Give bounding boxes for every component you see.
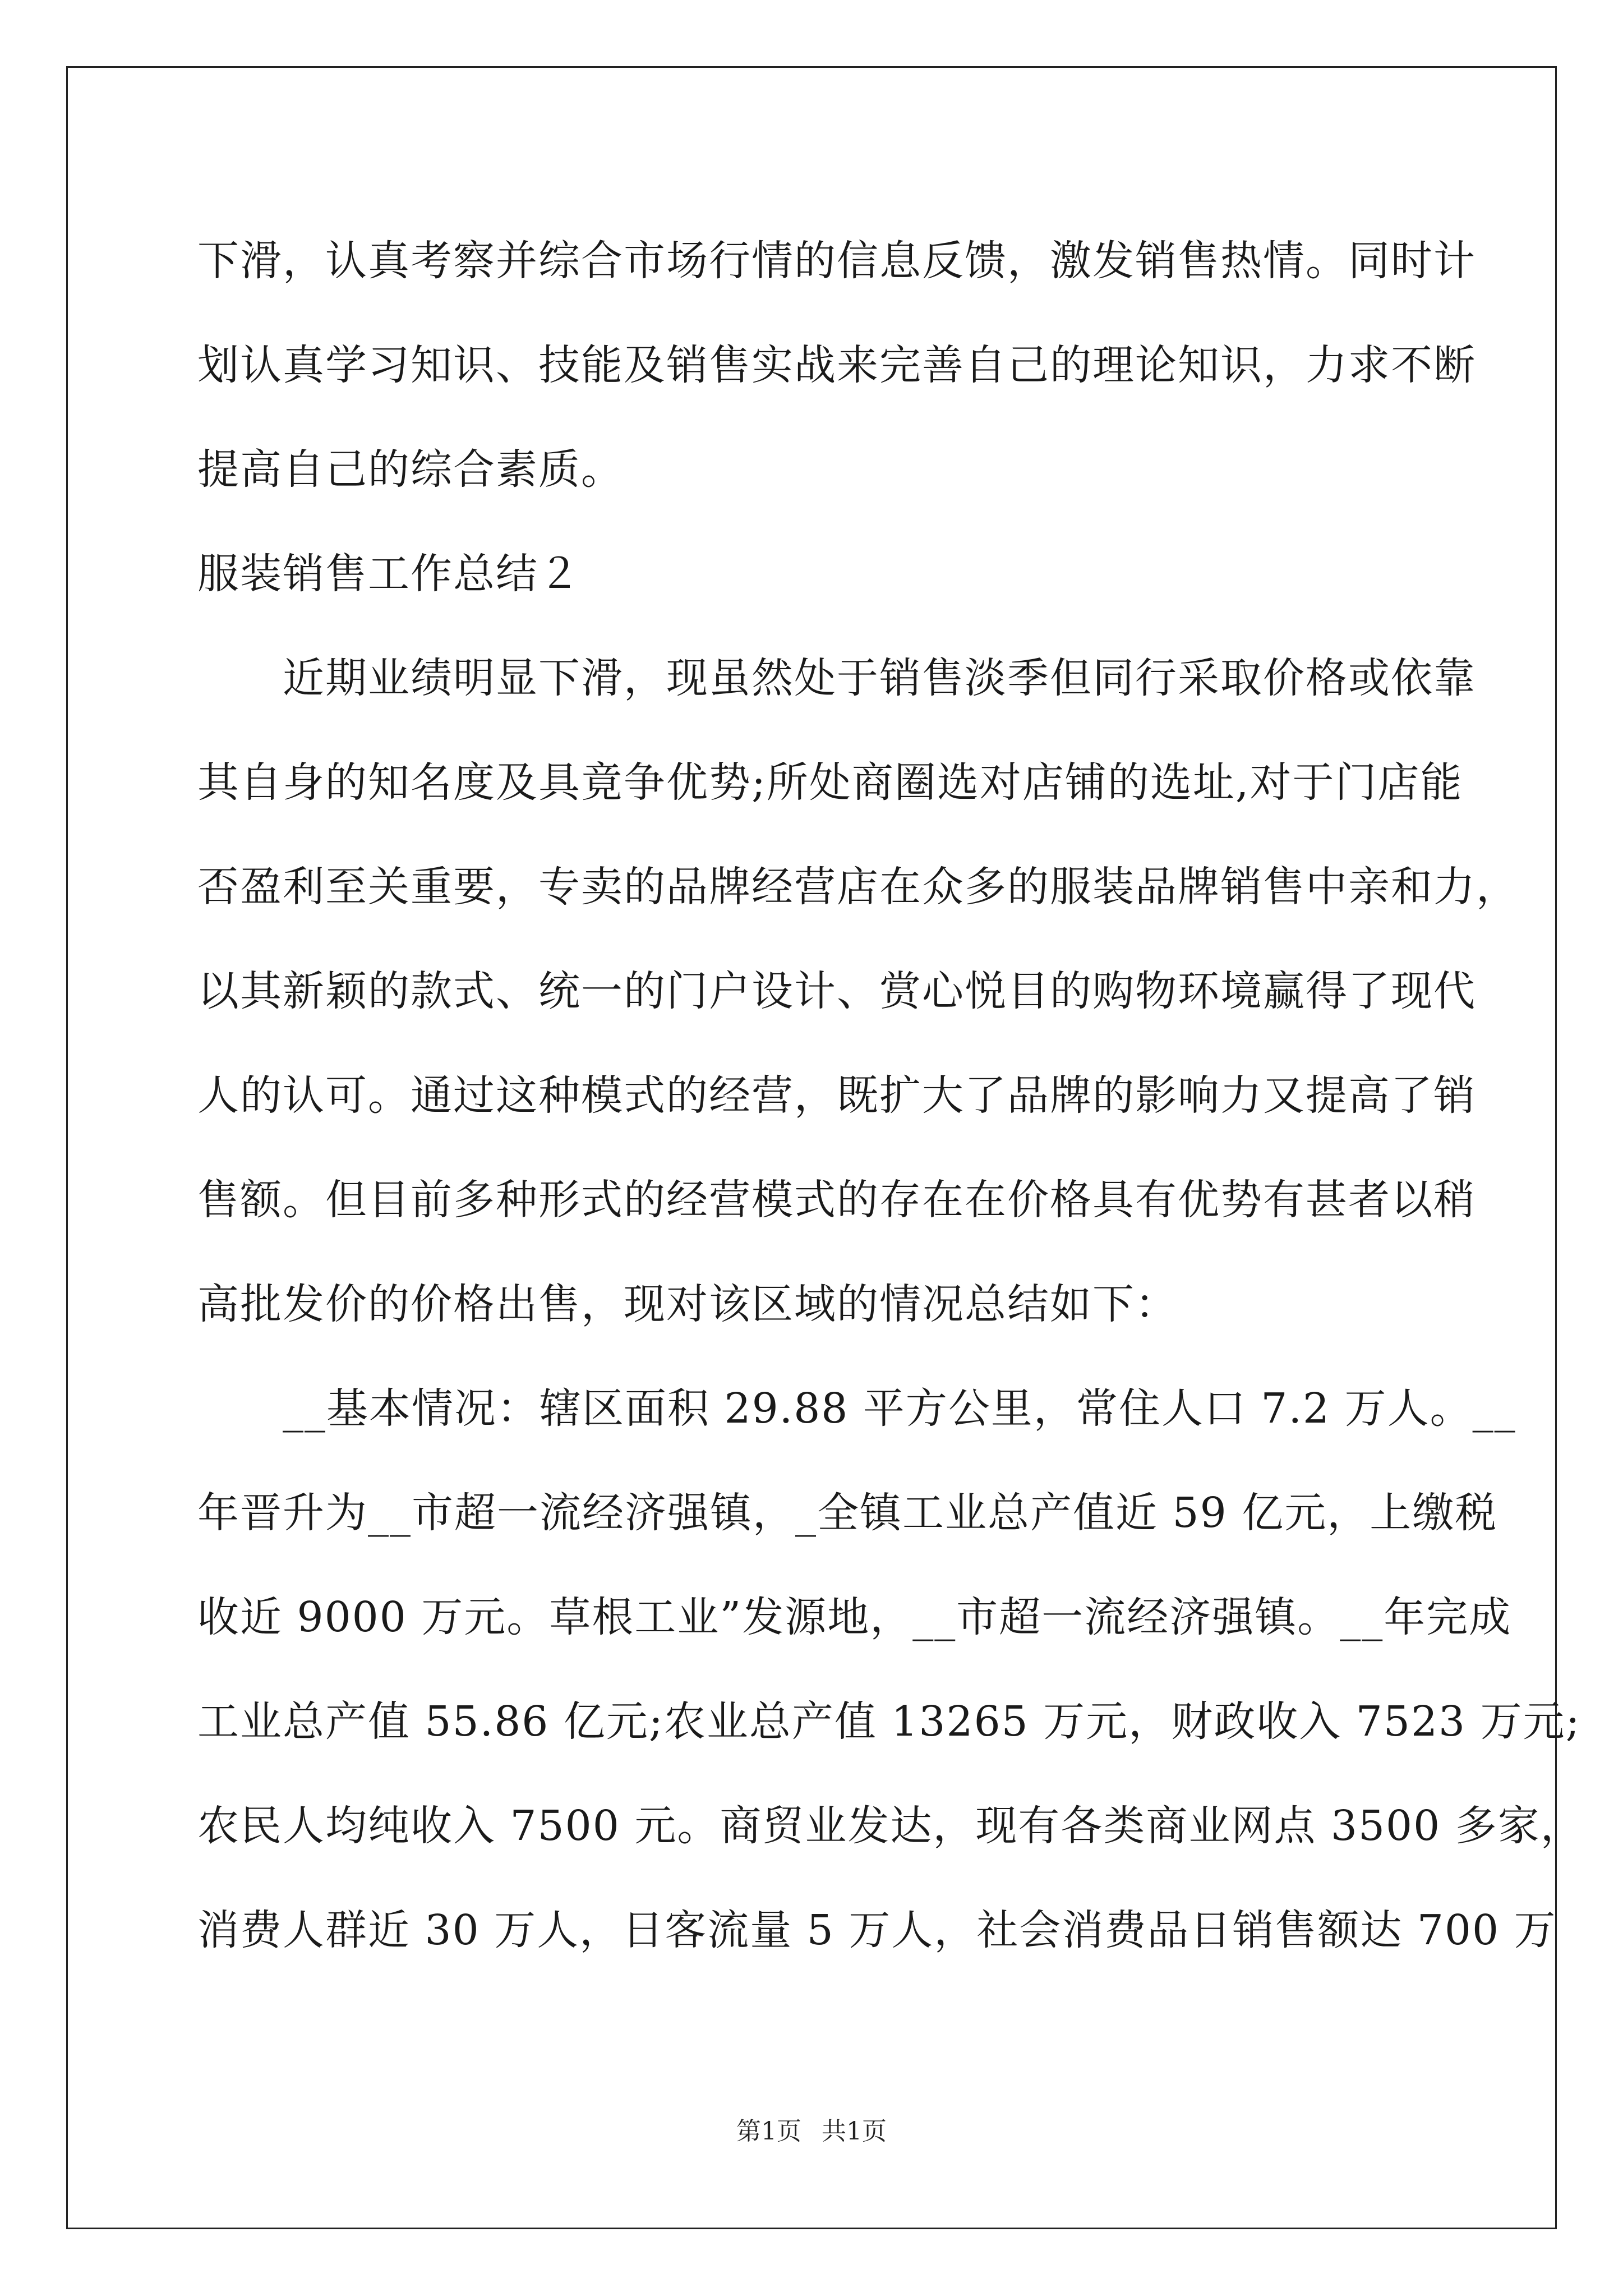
text-line: 其自身的知名度及具竟争优势;所处商圈选对店铺的选址,对于门店能 [197,758,1463,807]
text-line: 年晋升为__市超一流经济强镇，_全镇工业总产值近 59 亿元，上缴税 [197,1489,1498,1537]
page-number: 第1页 [736,2117,801,2146]
text-line: 人的认可。通过这种模式的经营，既扩大了品牌的影响力又提高了销 [197,1071,1476,1120]
text-line: 消费人群近 30 万人，日客流量 5 万人，社会消费品日销售额达 700 万 [197,1906,1557,1954]
text-line: 提高自己的综合素质。 [197,445,624,494]
text-line: 农民人均纯收入 7500 元。商贸业发达，现有各类商业网点 3500 多家， [197,1802,1583,1850]
text-line: 高批发价的价格出售，现对该区域的情况总结如下： [197,1280,1178,1328]
text-line: 划认真学习知识、技能及销售实战来完善自己的理论知识，力求不断 [197,341,1476,389]
document-body [197,209,1583,1982]
page-total: 共1页 [822,2117,887,2146]
text-line: 收近 9000 万元。草根工业”发源地，__市超一流经济强镇。__年完成 [197,1593,1512,1641]
text-line: 工业总产值 55.86 亿元;农业总产值 13265 万元，财政收入 7523 万元; [197,1697,1581,1746]
text-line: __基本情况：辖区面积 29.88 平方公里，常住人口 7.2 万人。__ [197,1384,1516,1433]
text-line: 近期业绩明显下滑，现虽然处于销售淡季但同行采取价格或依靠 [197,654,1476,702]
text-line: 否盈利至关重要，专卖的品牌经营店在众多的服装品牌销售中亲和力， [197,863,1519,911]
page-footer [0,2115,1623,2148]
section-heading: 服装销售工作总结２ [197,550,581,598]
text-line: 售额。但目前多种形式的经营模式的存在在价格具有优势有甚者以稍 [197,1176,1476,1224]
text-line: 以其新颖的款式、统一的门户设计、赏心悦目的购物环境赢得了现代 [197,967,1476,1015]
text-line: 下滑，认真考察并综合市场行情的信息反馈，激发销售热情。同时计 [197,237,1476,285]
